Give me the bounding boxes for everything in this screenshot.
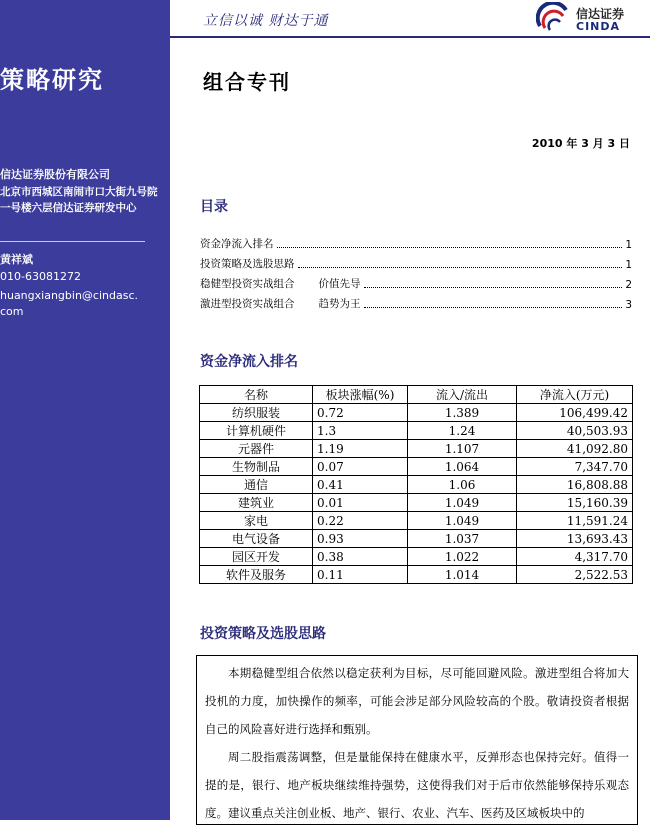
cinda-logo <box>536 2 646 36</box>
cell-change: 1.19 <box>313 440 408 458</box>
toc-leader <box>364 307 623 308</box>
strategy-heading: 投资策略及选股思路 <box>200 626 326 642</box>
cell-change: 0.01 <box>313 494 408 512</box>
table-row <box>200 422 633 440</box>
cell-name: 家电 <box>200 512 313 530</box>
cell-name: 计算机硬件 <box>200 422 313 440</box>
cell-net: 15,160.39 <box>517 494 633 512</box>
strategy-text-box <box>196 655 638 825</box>
cell-change: 0.38 <box>313 548 408 566</box>
toc-item-label: 资金净流入排名 <box>200 238 274 250</box>
toc-item-page: 2 <box>625 279 632 291</box>
table-row <box>200 494 633 512</box>
cell-net: 16,808.88 <box>517 476 633 494</box>
column-header-net: 净流入(万元) <box>517 386 633 404</box>
toc-item-subtitle: 趋势为王 <box>318 298 361 310</box>
cell-net: 106,499.42 <box>517 404 633 422</box>
cell-change: 0.11 <box>313 566 408 584</box>
analyst-phone: 010-63081272 <box>0 270 81 283</box>
column-header-ratio: 流入/流出 <box>408 386 517 404</box>
table-row <box>200 530 633 548</box>
cell-name: 电气设备 <box>200 530 313 548</box>
table-row <box>200 548 633 566</box>
table-header-row <box>200 386 633 404</box>
toc-leader <box>298 267 623 268</box>
cell-net: 2,522.53 <box>517 566 633 584</box>
toc-leader <box>277 247 623 248</box>
column-header-name: 名称 <box>200 386 313 404</box>
analyst-email[interactable]: huangxiangbin@cindasc.com <box>0 289 138 318</box>
toc-item[interactable] <box>200 231 632 251</box>
company-address: 北京市西城区南闹市口大街九号院一号楼六层信达证券研发中心 <box>0 186 158 214</box>
table-row <box>200 440 633 458</box>
cell-ratio: 1.049 <box>408 512 517 530</box>
toc-item[interactable] <box>200 251 632 271</box>
header-divider <box>170 36 650 38</box>
cell-name: 建筑业 <box>200 494 313 512</box>
toc-item-subtitle: 价值先导 <box>318 278 361 290</box>
toc-item-label: 投资策略及选股思路 <box>200 258 295 270</box>
cell-ratio: 1.049 <box>408 494 517 512</box>
table-of-contents <box>200 231 632 311</box>
document-title: 组合专刊 <box>203 70 291 94</box>
table-row <box>200 404 633 422</box>
cell-name: 通信 <box>200 476 313 494</box>
toc-leader <box>364 287 623 288</box>
cell-net: 40,503.93 <box>517 422 633 440</box>
column-header-change: 板块涨幅(%) <box>313 386 408 404</box>
toc-item-page: 1 <box>625 239 632 251</box>
cell-name: 园区开发 <box>200 548 313 566</box>
report-date: 2010 年 3 月 3 日 <box>531 137 630 150</box>
cell-net: 13,693.43 <box>517 530 633 548</box>
company-name: 信达证券股份有限公司 <box>0 168 110 181</box>
cell-change: 1.3 <box>313 422 408 440</box>
cell-change: 0.93 <box>313 530 408 548</box>
fund-flow-heading: 资金净流入排名 <box>200 354 298 370</box>
table-row <box>200 512 633 530</box>
cell-ratio: 1.06 <box>408 476 517 494</box>
logo-text-en: CINDA <box>576 20 621 33</box>
toc-item[interactable] <box>200 271 632 291</box>
sidebar <box>0 0 170 820</box>
sidebar-divider <box>0 241 145 242</box>
cell-ratio: 1.022 <box>408 548 517 566</box>
cell-net: 7,347.70 <box>517 458 633 476</box>
slogan: 立信以诚 财达于通 <box>203 13 329 29</box>
cell-ratio: 1.389 <box>408 404 517 422</box>
toc-heading: 目录 <box>200 199 228 215</box>
table-row <box>200 476 633 494</box>
fund-flow-table <box>199 385 633 584</box>
cell-ratio: 1.24 <box>408 422 517 440</box>
strategy-paragraph: 周二股指震荡调整，但是量能保持在健康水平，反弹形态也保持完好。值得一提的是，银行、地产板块继续维持强势，这使得我们对于后市依然能够保持乐观态度。建议重点关注创业板、地产、银行、农业、汽车、医药及区域板块中的 <box>205 750 629 820</box>
cell-ratio: 1.037 <box>408 530 517 548</box>
cell-change: 0.72 <box>313 404 408 422</box>
strategy-paragraph: 本期稳健型组合依然以稳定获利为目标，尽可能回避风险。激进型组合将加大投机的力度，加快操作的频率，可能会涉足部分风险较高的个股。敬请投资者根据自己的风险喜好进行选择和甄别。 <box>205 666 629 736</box>
analyst-name: 黄祥斌 <box>0 253 33 266</box>
logo-text-cn: 信达证券 <box>576 7 625 21</box>
cell-change: 0.41 <box>313 476 408 494</box>
cell-name: 元器件 <box>200 440 313 458</box>
toc-item-page: 3 <box>625 299 632 311</box>
toc-item-label: 稳健型投资实战组合 <box>200 278 295 290</box>
cell-change: 0.07 <box>313 458 408 476</box>
cell-name: 纺织服装 <box>200 404 313 422</box>
table-row <box>200 566 633 584</box>
toc-item-page: 1 <box>625 259 632 271</box>
cell-ratio: 1.107 <box>408 440 517 458</box>
cell-ratio: 1.064 <box>408 458 517 476</box>
cinda-logo-icon <box>536 2 572 34</box>
cell-net: 11,591.24 <box>517 512 633 530</box>
cell-net: 41,092.80 <box>517 440 633 458</box>
cell-name: 生物制品 <box>200 458 313 476</box>
toc-item[interactable] <box>200 291 632 311</box>
sidebar-title: 策略研究 <box>0 65 104 94</box>
cell-change: 0.22 <box>313 512 408 530</box>
toc-item-label: 激进型投资实战组合 <box>200 298 295 310</box>
table-row <box>200 458 633 476</box>
cell-name: 软件及服务 <box>200 566 313 584</box>
cell-net: 4,317.70 <box>517 548 633 566</box>
cell-ratio: 1.014 <box>408 566 517 584</box>
